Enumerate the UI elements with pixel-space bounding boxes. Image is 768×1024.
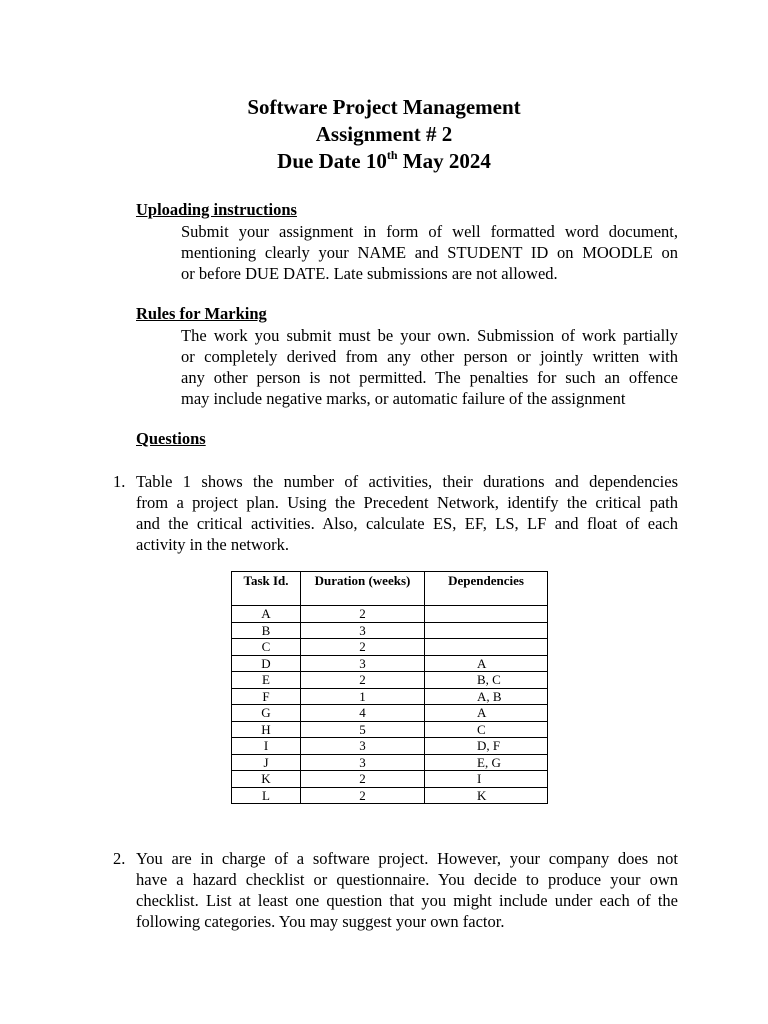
task-table: [231, 571, 548, 804]
rules-for-marking-text: The work you submit must be your own. Submission of work partially or completely derived from any other person or jointly written with any other person is not permitted. The penalties for such an offence may include negative marks, or automatic failure of the assignment: [181, 326, 678, 408]
header-dependencies: Dependencies: [425, 572, 548, 606]
assignment-number: Assignment # 2: [315, 122, 453, 146]
table-row: K 2 I: [232, 771, 548, 788]
table-header-row: [232, 572, 548, 606]
due-date: Due Date 10th May 2024: [277, 148, 491, 173]
table-row: B 3: [232, 622, 548, 639]
table-row: A 2: [232, 606, 548, 623]
header-task-id: Task Id.: [232, 572, 301, 606]
table-row: C 2: [232, 639, 548, 656]
table-row: J 3 E, G: [232, 754, 548, 771]
uploading-instructions-heading: Uploading instructions: [136, 200, 297, 219]
questions-heading: Questions: [136, 429, 206, 448]
table-row: G 4 A: [232, 705, 548, 722]
question-1-number: 1.: [113, 472, 126, 491]
header-duration: Duration (weeks): [301, 572, 425, 606]
question-2-number: 2.: [113, 849, 126, 868]
uploading-instructions-text: Submit your assignment in form of well formatted word document, mentioning clearly your NAME and STUDENT ID on MOODLE on or before DUE DATE. Late submissions are not allowed.: [181, 222, 678, 283]
table-row: L 2 K: [232, 787, 548, 804]
rules-for-marking-heading: Rules for Marking: [136, 304, 267, 323]
table-row: E 2 B, C: [232, 672, 548, 689]
question-1-text: Table 1 shows the number of activities, their durations and dependencies from a project plan. Using the Precedent Network, identify the critical path and the critical activities. Also, calculate ES, EF, LS, LF and float of each activity in the network.: [136, 472, 678, 554]
question-2-text: You are in charge of a software project. However, your company does not have a hazard checklist or questionnaire. You decide to produce your own checklist. List at least one question that you might include under each of the following categories. You may suggest your own factor.: [136, 849, 678, 931]
table-row: F 1 A, B: [232, 688, 548, 705]
table-row: H 5 C: [232, 721, 548, 738]
course-title: Software Project Management: [247, 95, 521, 119]
table-row: I 3 D, F: [232, 738, 548, 755]
table-row: D 3 A: [232, 655, 548, 672]
title-block: [0, 94, 768, 175]
